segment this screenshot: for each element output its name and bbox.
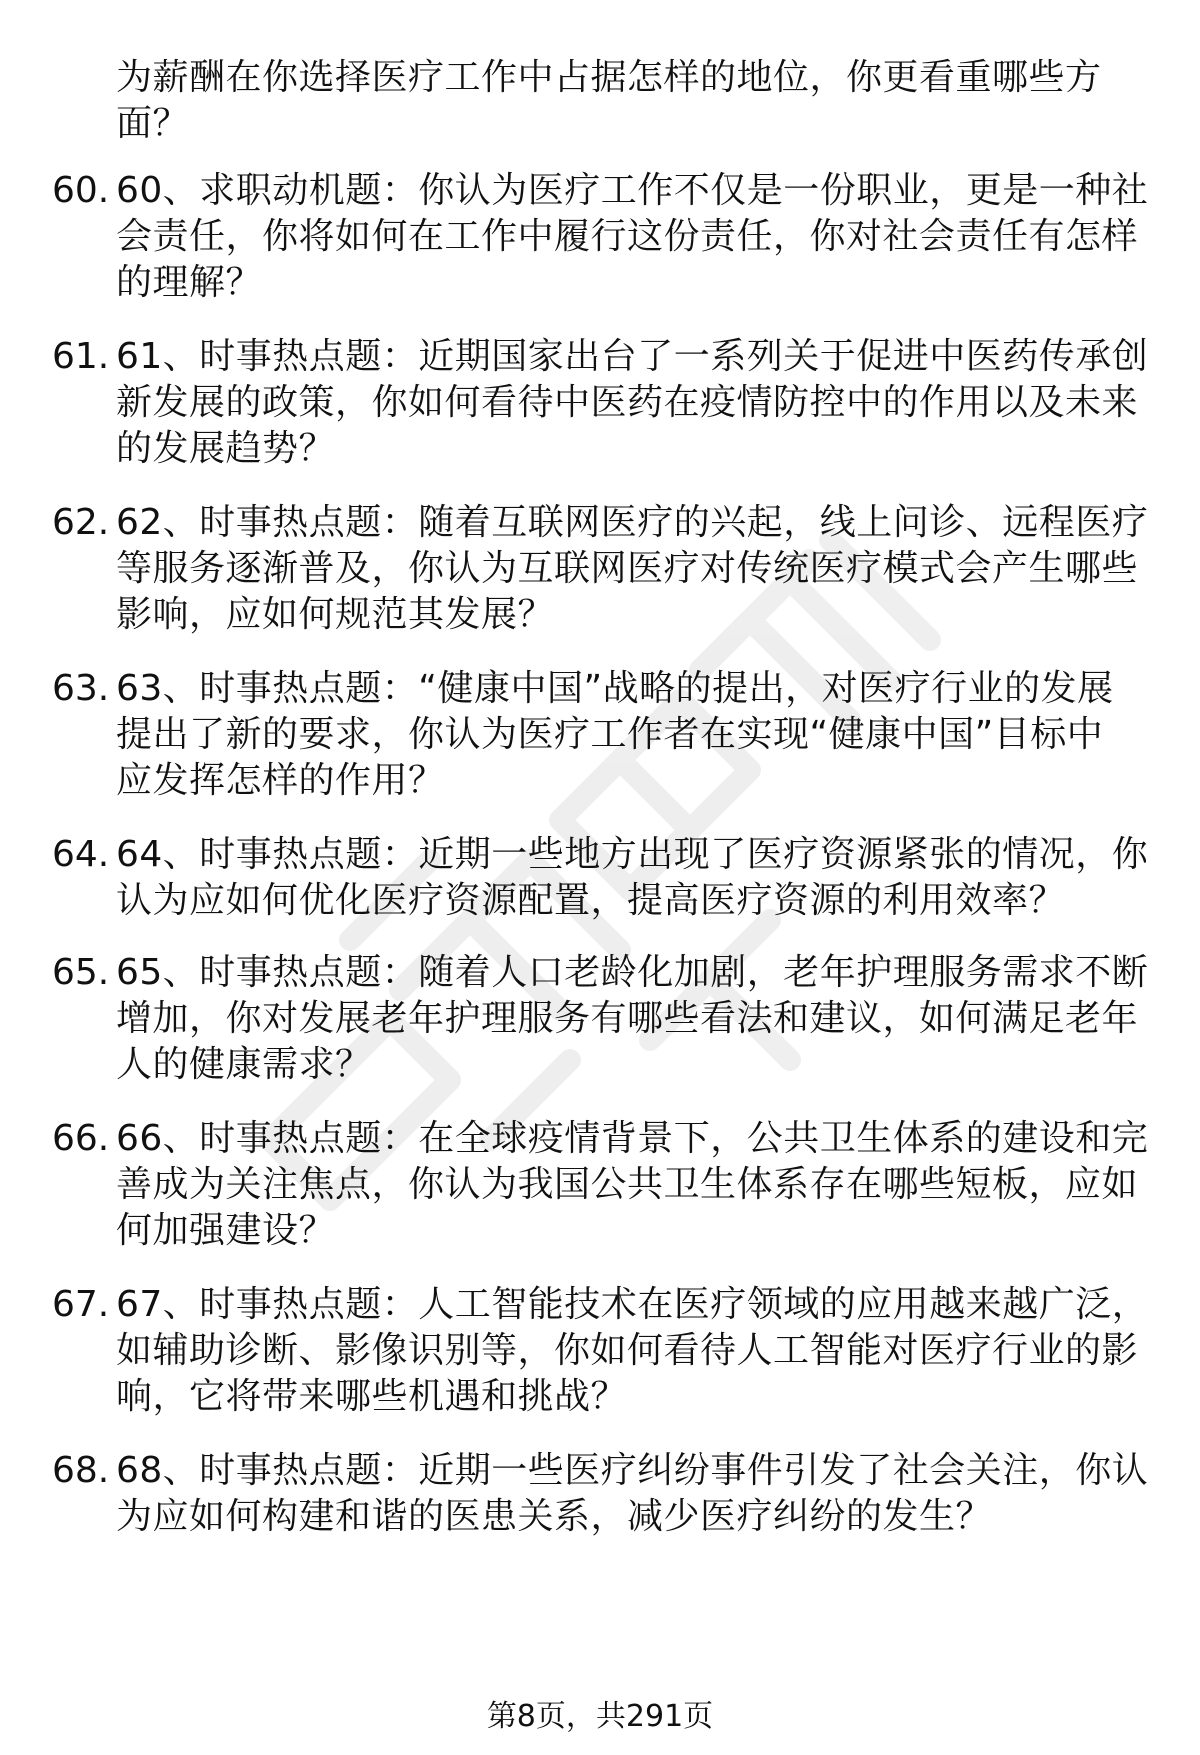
item-number: 60. (52, 170, 110, 211)
question-text-line: 会责任，你将如何在工作中履行这份责任，你对社会责任有怎样 (116, 216, 1139, 257)
question-text-line: 为应如何构建和谐的医患关系，减少医疗纠纷的发生？ (116, 1496, 993, 1537)
question-text-line: 人的健康需求？ (116, 1044, 372, 1085)
question-text-line: 等服务逐渐普及，你认为互联网医疗对传统医疗模式会产生哪些 (116, 548, 1139, 589)
question-text-line: 认为应如何优化医疗资源配置，提高医疗资源的利用效率？ (116, 880, 1066, 921)
question-text-line: 何加强建设？ (116, 1210, 336, 1251)
item-number: 65. (52, 952, 110, 993)
question-text-line: 68、时事热点题：近期一些医疗纠纷事件引发了社会关注，你认 (116, 1450, 1149, 1491)
item-number: 64. (52, 834, 110, 875)
question-text-line: 60、求职动机题：你认为医疗工作不仅是一份职业，更是一种社 (116, 170, 1149, 211)
question-text-line: 善成为关注焦点，你认为我国公共卫生体系存在哪些短板，应如 (116, 1164, 1139, 1205)
question-text-line: 63、时事热点题：“健康中国”战略的提出，对医疗行业的发展 (116, 668, 1114, 709)
item-number: 66. (52, 1118, 110, 1159)
question-text-line: 64、时事热点题：近期一些地方出现了医疗资源紧张的情况，你 (116, 834, 1149, 875)
item-number: 63. (52, 668, 110, 709)
question-text-line: 62、时事热点题：随着互联网医疗的兴起，线上问诊、远程医疗 (116, 502, 1149, 543)
question-text-line: 66、时事热点题：在全球疫情背景下，公共卫生体系的建设和完 (116, 1118, 1149, 1159)
question-text-line: 的发展趋势？ (116, 428, 336, 469)
question-text-line: 为薪酬在你选择医疗工作中占据怎样的地位，你更看重哪些方 (116, 57, 1102, 98)
item-number: 67. (52, 1284, 110, 1325)
question-text-line: 67、时事热点题：人工智能技术在医疗领域的应用越来越广泛， (116, 1284, 1149, 1325)
page-footer: 第8页，共291页 (486, 1699, 714, 1734)
item-number: 62. (52, 502, 110, 543)
question-text-line: 61、时事热点题：近期国家出台了一系列关于促进中医药传承创 (116, 336, 1149, 377)
question-text-line: 提出了新的要求，你认为医疗工作者在实现“健康中国”目标中 (116, 714, 1104, 755)
item-number: 68. (52, 1450, 110, 1491)
question-text-line: 应发挥怎样的作用？ (116, 760, 445, 801)
question-text-line: 影响，应如何规范其发展？ (116, 594, 555, 635)
question-text-line: 面？ (116, 103, 190, 144)
question-text-line: 65、时事热点题：随着人口老龄化加剧，老年护理服务需求不断 (116, 952, 1149, 993)
item-number: 61. (52, 336, 110, 377)
question-text-line: 响，它将带来哪些机遇和挑战？ (116, 1376, 628, 1417)
question-text-line: 增加，你对发展老年护理服务有哪些看法和建议，如何满足老年 (116, 998, 1139, 1039)
question-text-line: 新发展的政策，你如何看待中医药在疫情防控中的作用以及未来 (116, 382, 1139, 423)
question-text-line: 的理解？ (116, 262, 263, 303)
question-text-line: 如辅助诊断、影像识别等，你如何看待人工智能对医疗行业的影 (116, 1330, 1139, 1371)
